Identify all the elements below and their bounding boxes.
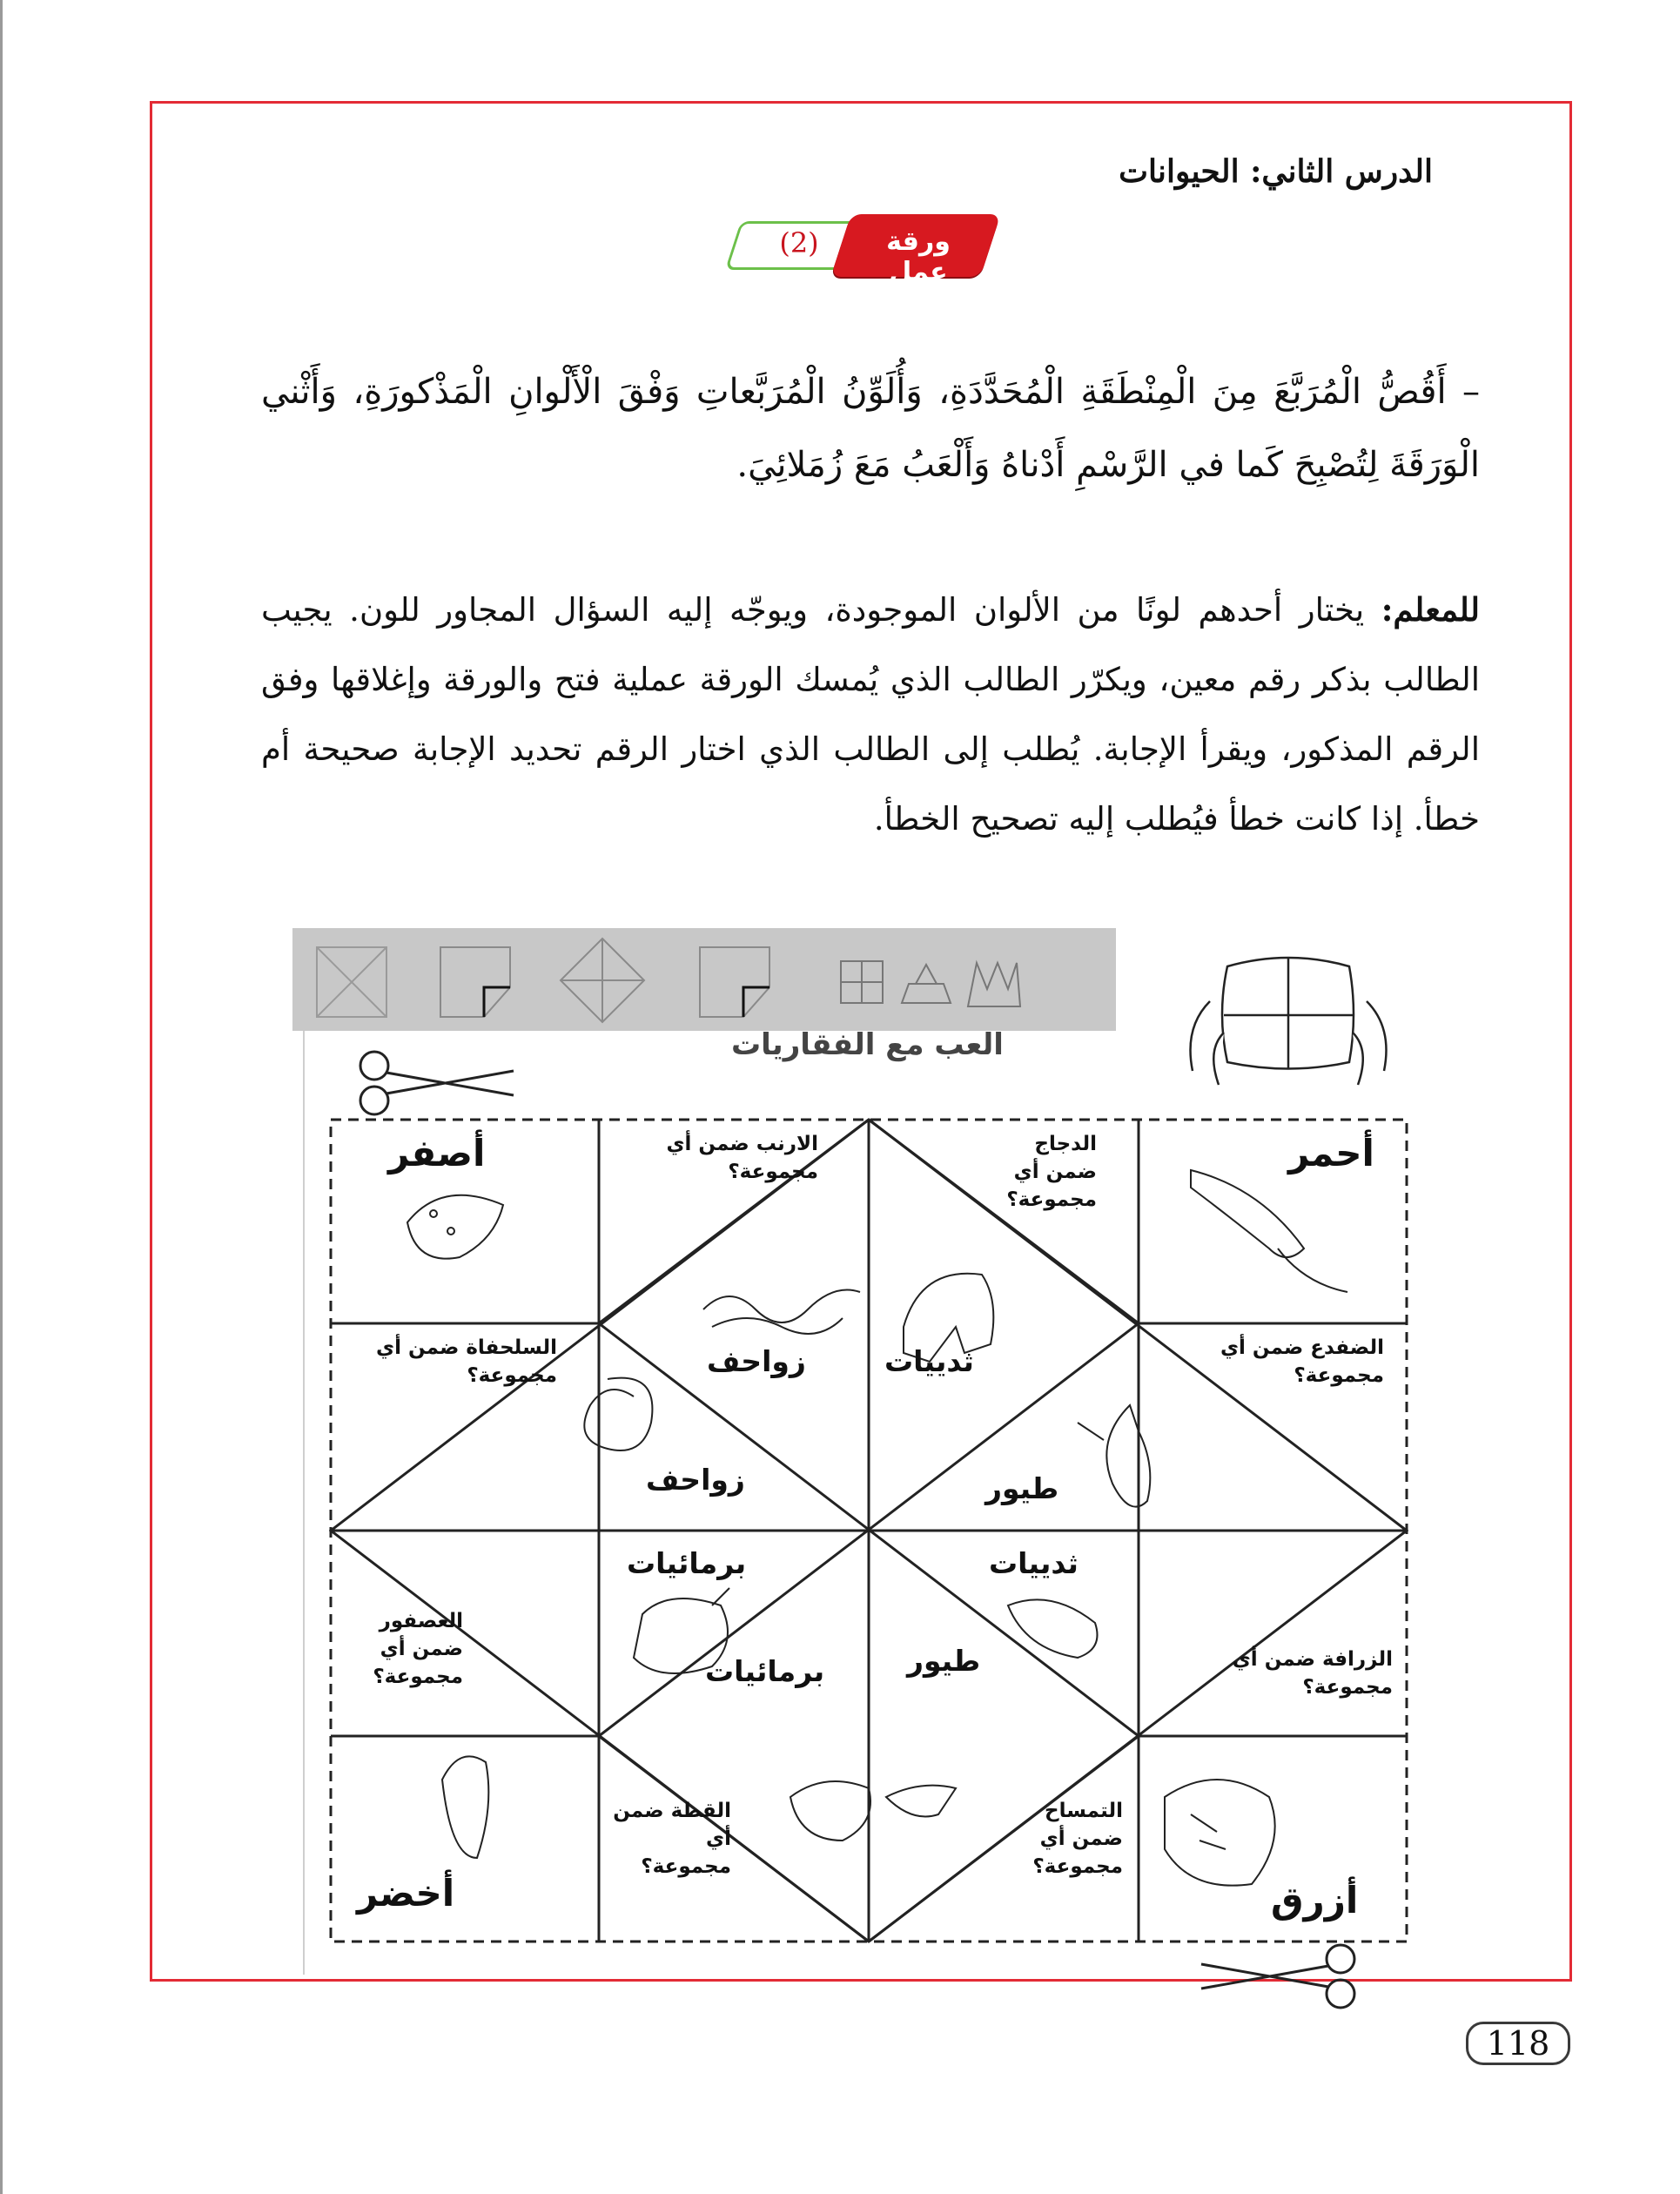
question-chicken: الدجاج ضمن أي مجموعة؟	[1006, 1133, 1097, 1211]
teacher-note	[261, 575, 1480, 854]
scissors-bottom-icon	[1184, 1938, 1367, 2016]
question-frog: الضفدع ضمن أي مجموعة؟	[1220, 1336, 1384, 1387]
question-sparrow: العصفور ضمن أي مجموعة؟	[373, 1610, 463, 1688]
teacher-note-text: يختار أحدهم لونًا من الألوان الموجودة، ويوجّه إليه السؤال المجاور للون. يجيب الطالب بذكر رقم معين، ويكرّر الطالب الذي يُمسك الورقة عملية فتح والورقة وإغلاقها وفق الرقم المذكور، ويقرأ الإجابة. يُطلب إلى الطالب الذي اختار الرقم تحديد الإجابة صحيحة أم خطأ. إذا كانت خطأ فيُطلب إليه تصحيح الخطأ.	[261, 591, 1480, 838]
question-giraffe: الزرافة ضمن أي مجموعة؟	[1232, 1648, 1393, 1699]
fold-step-4-icon	[700, 947, 769, 1017]
fold-step-5-icon	[841, 961, 883, 1003]
group-amphibians-left: برمائيات	[627, 1546, 747, 1580]
board-left-guide	[303, 1031, 305, 1975]
color-label-red: أحمر	[1288, 1132, 1374, 1174]
page-number: 118	[1466, 2022, 1570, 2065]
fold-step-7-icon	[968, 963, 1020, 1006]
tiger-image	[1165, 1780, 1275, 1886]
question-rabbit: الارنب ضمن أي مجموعة؟	[666, 1133, 818, 1183]
game-title: العب مع الفقاريات	[731, 1027, 1004, 1062]
teacher-note-lead: للمعلم:	[1381, 590, 1480, 629]
question-crocodile: التمساح ضمن أي مجموعة؟	[1032, 1800, 1123, 1878]
worksheet-badge	[733, 214, 991, 287]
fold-step-3-icon	[561, 939, 644, 1022]
color-label-yellow: أصفر	[388, 1132, 486, 1174]
worksheet-number: (2)	[779, 226, 819, 259]
page-edge-rule	[0, 0, 3, 2194]
snake-coiled-image	[584, 1378, 652, 1450]
folding-steps-strip	[292, 928, 1116, 1031]
lizard-image	[1191, 1170, 1347, 1292]
bird-flying-image	[886, 1786, 956, 1817]
group-mammals-right: ثدييات	[989, 1546, 1079, 1580]
kingfisher-image	[442, 1756, 488, 1858]
lesson-title: الدرس الثاني: الحيوانات	[1119, 153, 1433, 190]
group-birds-right: طيور	[985, 1471, 1059, 1505]
seal-image	[1008, 1599, 1098, 1658]
scissors-icon	[348, 1045, 522, 1123]
instruction-text: – أَقُصُّ الْمُرَبَّعَ مِنَ الْمِنْطَقَةِ الْمُحَدَّدَةِ، وَأُلَوِّنُ الْمُرَبَّعاتِ وَفْقَ الْأَلْوانِ الْمَذْكورَةِ، وَأَثْني الْوَرَقَةَ لِتُصْبِحَ كَما في الرَّسْمِ أَدْناهُ وَأَلْعَبُ مَعَ زُمَلائِيَ.	[261, 372, 1480, 485]
question-cat: القطة ضمن أي مجموعة؟	[613, 1800, 731, 1878]
fold-step-1-icon	[317, 947, 386, 1017]
color-label-green: أخضر	[357, 1872, 455, 1915]
question-turtle: السلحفاة ضمن أي مجموعة؟	[376, 1336, 557, 1387]
snake-image	[703, 1290, 860, 1335]
group-amphibians-bottom: برمائيات	[705, 1654, 825, 1688]
color-label-blue: أزرق	[1271, 1879, 1359, 1921]
group-reptiles-left: زواحف	[646, 1463, 745, 1497]
frog-image	[790, 1781, 870, 1841]
worksheet-label: ورقة عمل	[886, 226, 951, 287]
fortune-teller-board	[329, 1118, 1408, 1943]
group-birds-bottom: طيور	[907, 1644, 981, 1678]
fold-step-2-icon	[440, 947, 510, 1017]
fish-image	[407, 1195, 503, 1259]
hands-folded-paper-image	[1175, 949, 1401, 1097]
group-reptiles-top: زواحف	[707, 1344, 806, 1378]
group-mammals-top: ثدييات	[884, 1344, 974, 1378]
fold-step-6-icon	[902, 965, 951, 1003]
